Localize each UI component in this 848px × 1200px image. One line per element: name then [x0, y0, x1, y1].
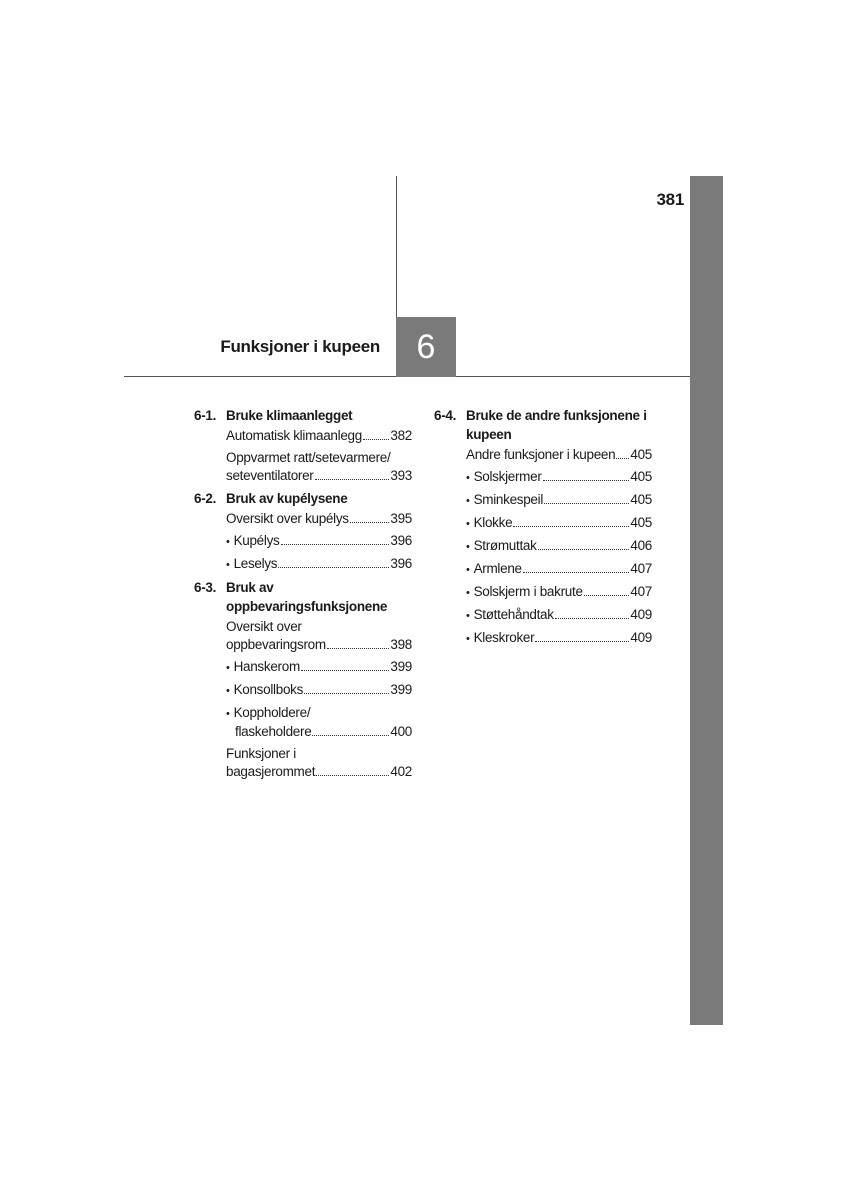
toc-entry-label: • Solskjermer — [475, 468, 542, 487]
dot-leader — [327, 648, 390, 649]
dot-leader — [304, 693, 389, 694]
section-title: Bruke klimaanlegget — [226, 408, 353, 423]
chapter-side-tab — [690, 176, 723, 1025]
toc-entry[interactable] — [434, 537, 652, 556]
toc-entry-page: 399 — [390, 659, 412, 674]
toc-entry-page: 406 — [630, 538, 652, 553]
toc-entry-label: Oversikt over — [226, 619, 302, 634]
toc-entry-page: 400 — [390, 724, 412, 739]
toc-entry[interactable] — [434, 606, 652, 625]
dot-leader — [316, 775, 389, 776]
toc-entry[interactable] — [434, 629, 652, 648]
dot-leader — [544, 503, 629, 504]
dot-leader — [538, 549, 630, 550]
toc-section — [194, 406, 412, 485]
section-title: Bruk av oppbevaringsfunksjonene — [226, 580, 388, 614]
toc-entry[interactable] — [434, 491, 652, 510]
toc-entry-page: 405 — [630, 469, 652, 484]
dot-leader — [584, 595, 630, 596]
dot-leader — [363, 439, 389, 440]
dot-leader — [523, 572, 630, 573]
toc-entry-page: 382 — [390, 428, 412, 443]
dot-leader — [350, 522, 390, 523]
toc-entry[interactable] — [434, 560, 652, 579]
toc-entry[interactable] — [194, 427, 412, 445]
dot-leader — [315, 479, 390, 480]
toc-entry-label: Andre funksjoner i kupeen — [466, 447, 616, 462]
toc-entry[interactable] — [434, 468, 652, 487]
section-number: 6-1. — [194, 408, 217, 423]
chapter-title: Funksjoner i kupeen — [220, 337, 380, 356]
toc-entry-last-line — [226, 467, 412, 485]
toc-entry[interactable] — [194, 618, 412, 654]
toc-entry-label: • Sminkespeil — [475, 491, 543, 510]
chapter-number: 6 — [416, 327, 436, 366]
toc-entry[interactable] — [434, 583, 652, 602]
toc-entry-label: • Konsollboks — [235, 681, 303, 700]
toc-entry-page: 405 — [630, 515, 652, 530]
toc-entry-label: • Kupélys — [235, 532, 280, 551]
toc-entry-label: • Hanskerom — [235, 658, 300, 677]
toc-entry[interactable] — [194, 745, 412, 781]
toc-entry-label: oppbevaringsrom — [226, 637, 326, 652]
toc-entry-page: 402 — [390, 764, 412, 779]
toc-entry-label: bagasjerommet — [226, 764, 316, 779]
dot-leader — [555, 618, 630, 619]
toc-entry-page: 405 — [630, 447, 652, 462]
toc-entry-label: • Støttehåndtak — [475, 606, 554, 625]
toc-entry-page: 407 — [630, 561, 652, 576]
section-heading[interactable] — [194, 489, 412, 508]
toc-entry-page: 395 — [390, 511, 412, 526]
section-heading[interactable] — [194, 406, 412, 425]
toc-entry[interactable] — [194, 449, 412, 485]
toc-entry-last-line — [235, 723, 412, 741]
toc-left-column — [194, 406, 412, 785]
section-number: 6-4. — [434, 408, 457, 423]
toc-entry-page: 398 — [390, 637, 412, 652]
section-title: Bruke de andre funksjonene i kupeen — [466, 408, 647, 442]
toc-entry-label: • Strømuttak — [475, 537, 537, 556]
dot-leader — [301, 670, 389, 671]
dot-leader — [513, 526, 629, 527]
vertical-rule — [396, 176, 397, 318]
toc-entry-page: 396 — [390, 533, 412, 548]
toc-right-column — [434, 406, 652, 652]
dot-leader — [535, 641, 629, 642]
toc-entry-label: Oversikt over kupélys — [226, 511, 349, 526]
toc-entry-label: • Kleskroker — [475, 629, 534, 648]
toc-entry-label: Automatisk klimaanlegg — [226, 428, 362, 443]
toc-entry-page: 396 — [390, 556, 412, 571]
dot-leader — [281, 544, 390, 545]
section-title: Bruk av kupélysene — [226, 491, 348, 506]
toc-entry-label: seteventilatorer — [226, 468, 314, 483]
toc-entry-label: • Klokke — [475, 514, 512, 533]
toc-section — [434, 406, 652, 648]
section-number: 6-2. — [194, 491, 217, 506]
toc-entry[interactable] — [194, 704, 412, 741]
dot-leader — [278, 567, 389, 568]
toc-section — [194, 578, 412, 781]
toc-entry-page: 409 — [630, 607, 652, 622]
toc-entry-label: Oppvarmet ratt/setevarmere/ — [226, 450, 391, 465]
toc-entry[interactable] — [194, 658, 412, 677]
toc-entry[interactable] — [194, 532, 412, 551]
toc-entry-label: Funksjoner i — [226, 746, 296, 761]
toc-section — [194, 489, 412, 574]
toc-entry-page: 407 — [630, 584, 652, 599]
section-number: 6-3. — [194, 580, 217, 595]
toc-entry-label: • Leselys — [235, 555, 277, 574]
toc-entry-label: • Armlene — [475, 560, 522, 579]
toc-entry[interactable] — [434, 514, 652, 533]
toc-entry-last-line — [226, 636, 412, 654]
toc-entry-last-line — [226, 763, 412, 781]
toc-entry-label: • Koppholdere/ — [235, 704, 412, 723]
toc-entry[interactable] — [194, 681, 412, 700]
toc-entry-label: flaskeholdere — [235, 724, 312, 739]
toc-entry-label: • Solskjerm i bakrute — [475, 583, 583, 602]
page-number: 381 — [656, 190, 684, 209]
dot-leader — [312, 735, 389, 736]
toc-entry[interactable] — [194, 555, 412, 574]
toc-entry-page: 409 — [630, 630, 652, 645]
section-heading[interactable] — [434, 406, 652, 444]
dot-leader — [543, 480, 630, 481]
section-heading[interactable] — [194, 578, 412, 616]
toc-entry-page: 405 — [630, 492, 652, 507]
toc-entry[interactable] — [434, 446, 652, 464]
dot-leader — [616, 458, 629, 459]
chapter-number-box — [396, 317, 456, 377]
toc-entry[interactable] — [194, 510, 412, 528]
toc-entry-page: 393 — [390, 468, 412, 483]
toc-entry-page: 399 — [390, 682, 412, 697]
